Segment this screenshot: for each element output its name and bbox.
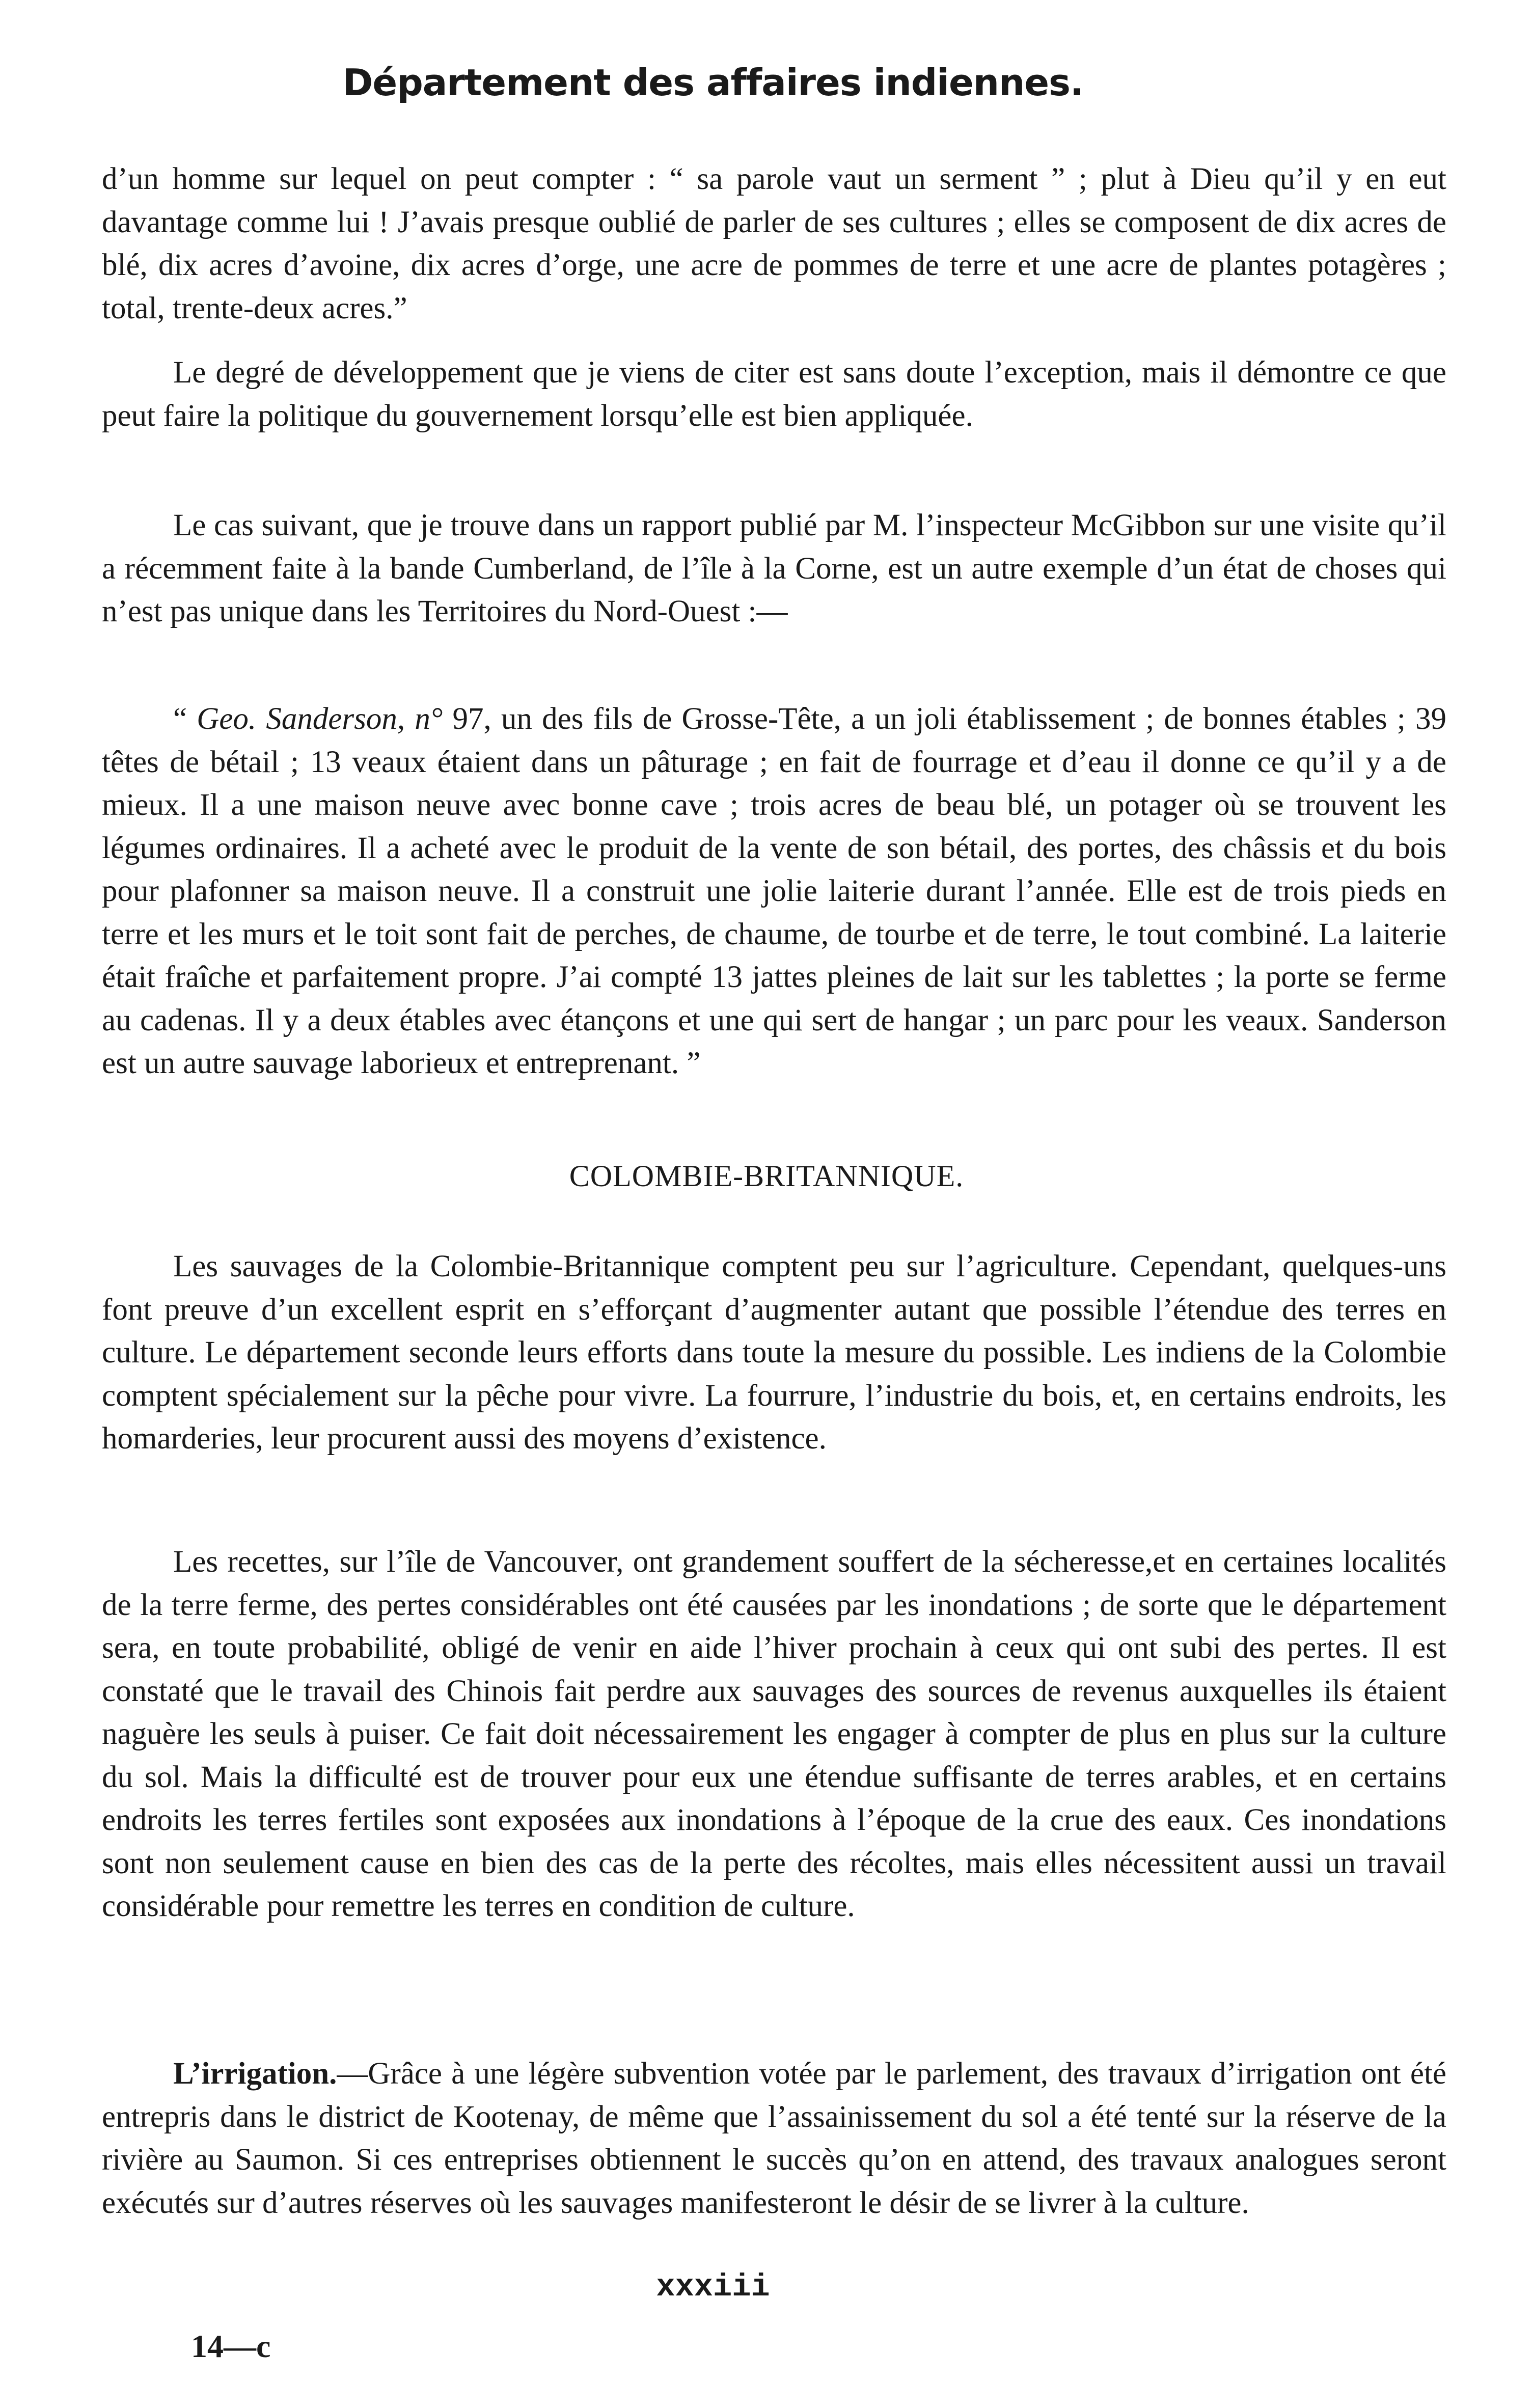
paragraph-agriculture (102, 1245, 1446, 1461)
paragraph-development (102, 351, 1446, 437)
paragraph-text: Le cas suivant, que je trouve dans un rapport publié par M. l’inspecteur McGibbon sur une visite qu’il a récemment faite à la bande Cumberland, de l’île à la Corne, est un autre exemple d’un état de choses qui n’est pas unique dans les Territoires du Nord-Ouest :— (102, 508, 1446, 628)
page-number: xxxiii (656, 2269, 770, 2305)
paragraph-text: Le degré de développement que je viens de citer est sans doute l’exception, mais il démontre ce que peut faire la politique du gouvernement lorsqu’elle est bien appliquée. (102, 355, 1446, 433)
paragraph-continuation (102, 158, 1446, 330)
paragraph-body: —Grâce à une légère subvention votée par le parlement, des travaux d’irrigation ont été entrepris dans le district de Kootenay, de même que l’assainissement du sol a été tenté sur la réserve de la rivière au Saumon. Si ces entreprises obtiennent le succès qu’on en attend, des travaux analogues seront exécutés sur d’autres réserves où les sauvages manifesteront le désir de se livrer à la culture. (102, 2057, 1446, 2220)
paragraph-text: Les sauvages de la Colombie-Britannique comptent peu sur l’agriculture. Cependant, quelques-uns font preuve d’un excellent esprit en s’efforçant d’augmenter autant que possible l’étendue des terres en culture. Le département seconde leurs efforts dans toute la mesure du possible. Les indiens de la Colombie comptent spécialement sur la pêche pour vivre. La fourrure, l’industrie du bois, et, en certains endroits, les homarderies, leur procurent aussi des moyens d’existence. (102, 1249, 1446, 1456)
paragraph-vancouver (102, 1541, 1446, 1928)
section-heading: COLOMBIE-BRITANNIQUE. (569, 1159, 964, 1193)
signature-mark: 14—c (191, 2328, 271, 2364)
quote-sanderson (102, 698, 1446, 1085)
quote-person-name: Geo. Sanderson, n° (197, 702, 443, 736)
paragraph-text: d’un homme sur lequel on peut compter : “ sa parole vaut un serment ” ; plut à Dieu qu’il y en eut davantage comme lui ! J’avais presque oublié de parler de ses cultures ; elles se composent de dix acres de blé, dix acres d’avoine, dix acres d’orge, une acre de pommes de terre et une acre de plantes potagères ; total, trente-deux acres.” (102, 162, 1446, 325)
paragraph-text (102, 2053, 1446, 2225)
page-header: Département des affaires indiennes. (342, 61, 1084, 104)
quote-text (102, 698, 1446, 1085)
paragraph-mcgibbon (102, 504, 1446, 634)
quote-open-mark: “ (173, 702, 197, 736)
paragraph-irrigation (102, 2053, 1446, 2225)
quote-body: 97, un des fils de Grosse-Tête, a un joli établissement ; de bonnes étables ; 39 têtes de bétail ; 13 veaux étaient dans un pâturage ; en fait de fourrage et d’eau il donne ce qu’il y a de mieux. Il a une maison neuve avec bonne cave ; trois acres de beau blé, un potager où se trouvent les légumes ordinaires. Il a acheté avec le produit de la vente de son bétail, des portes, des châssis et du bois pour plafonner sa maison neuve. Il a construit une jolie laiterie durant l’année. Elle est de trois pieds en terre et les murs et le toit sont fait de perches, de chaume, de tourbe et de terre, le tout combiné. La laiterie était fraîche et parfaitement propre. J’ai compté 13 jattes pleines de lait sur les tablettes ; la porte se ferme au cadenas. Il y a deux étables avec étançons et une qui sert de hangar ; un parc pour les veaux. Sanderson est un autre sauvage laborieux et entreprenant. ” (102, 702, 1446, 1080)
paragraph-text: Les recettes, sur l’île de Vancouver, ont grandement souffert de la sécheresse,et en certaines localités de la terre ferme, des pertes considérables ont été causées par les inondations ; de sorte que le département sera, en toute probabilité, obligé de venir en aide l’hiver prochain à ceux qui ont subi des pertes. Il est constaté que le travail des Chinois fait perdre aux sauvages des sources de revenus auxquelles ils étaient naguère les seuls à puiser. Ce fait doit nécessairement les engager à compter de plus en plus sur la culture du sol. Mais la difficulté est de trouver pour eux une étendue suffisante de terres arables, et en certains endroits les terres fertiles sont exposées aux inondations à l’époque de la crue des eaux. Ces inondations sont non seulement cause en bien des cas de la perte des récoltes, mais elles nécessitent aussi un travail considérable pour remettre les terres en condition de culture. (102, 1545, 1446, 1923)
run-in-heading: L’irrigation. (173, 2057, 337, 2091)
